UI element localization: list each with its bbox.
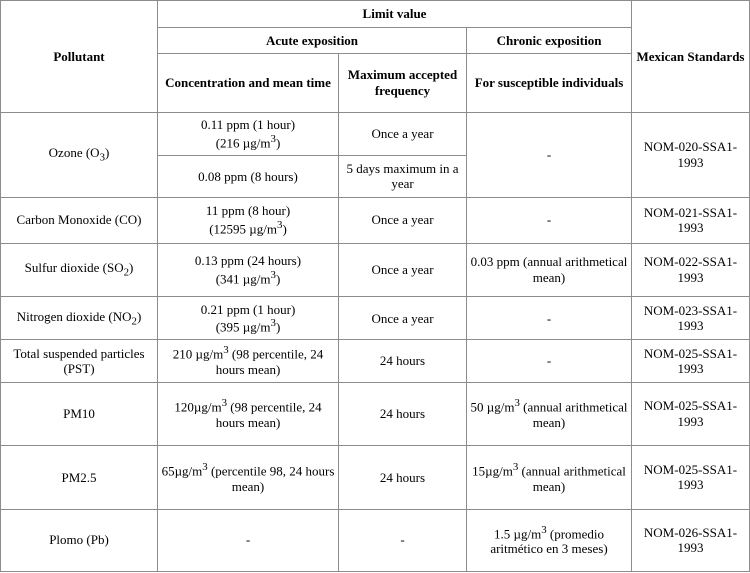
chronic-cell: 1.5 $\mu g/m^3$ (promedio aritmético en 3 meses) xyxy=(467,509,632,571)
standard-cell: NOM-025-SSA1-1993 xyxy=(632,340,750,382)
chronic-cell: $15\mu g/m^3$ (annual arithmetical mean) xyxy=(467,446,632,509)
standard-cell: NOM-023-SSA1-1993 xyxy=(632,297,750,340)
pollutant-name: Plomo (Pb) xyxy=(1,509,158,571)
pollutant-name: Carbon Monoxide (CO) xyxy=(1,197,158,243)
pollutant-name: Total suspended particles (PST) xyxy=(1,340,158,382)
table-row xyxy=(1,113,750,156)
concentration-cell xyxy=(158,113,339,156)
concentration-value: 0.08 ppm (8 hours) xyxy=(198,168,298,184)
pollutant-name: PM10 xyxy=(1,382,158,445)
concentration-cell xyxy=(158,197,339,243)
frequency-cell: Once a year xyxy=(339,113,467,156)
frequency-cell: Once a year xyxy=(339,197,467,243)
chronic-cell: - xyxy=(467,297,632,340)
pollutant-name: Ozone $(O_3)$ xyxy=(48,144,110,164)
table-row xyxy=(1,382,750,445)
table-row xyxy=(1,297,750,340)
concentration-value: 0.11 ppm (1 hour) xyxy=(200,117,296,133)
concentration-value: 0.13 ppm (24 hours) xyxy=(194,253,302,269)
chronic-cell: 0.03 ppm (annual arithmetical mean) xyxy=(467,243,632,296)
concentration-cell xyxy=(158,243,339,296)
standard-cell: NOM-020-SSA1-1993 xyxy=(632,113,750,198)
table-row xyxy=(1,509,750,571)
table-row xyxy=(1,446,750,509)
header-susceptible: For susceptible individuals xyxy=(467,54,632,113)
pollutant-name: Nitrogen dioxide $(NO_2)$ xyxy=(1,297,158,340)
pollutant-name: PM2.5 xyxy=(1,446,158,509)
concentration-cell: 210 $\mu g/m^3$ (98 percentile, 24 hours mean) xyxy=(158,340,339,382)
header-limit-value: Limit value xyxy=(158,1,632,28)
chronic-cell: 50 $\mu g/m^3$ (annual arithmetical mean) xyxy=(467,382,632,445)
table-row xyxy=(1,243,750,296)
standard-cell: NOM-025-SSA1-1993 xyxy=(632,382,750,445)
frequency-cell: Once a year xyxy=(339,243,467,296)
chronic-cell: - xyxy=(467,340,632,382)
concentration-cell xyxy=(158,156,339,197)
frequency-cell: - xyxy=(339,509,467,571)
concentration-mass: (12595 $\mu g/m^3$) xyxy=(209,219,287,237)
concentration-cell: $120\mu g/m^3$ (98 percentile, 24 hours mean) xyxy=(158,382,339,445)
header-chronic-exposition: Chronic exposition xyxy=(467,28,632,54)
frequency-cell: 24 hours xyxy=(339,446,467,509)
concentration-cell xyxy=(158,297,339,340)
header-acute-exposition: Acute exposition xyxy=(158,28,467,54)
chronic-cell: - xyxy=(467,197,632,243)
pollutant-name: Sulfur dioxide $(SO_2)$ xyxy=(1,243,158,296)
standard-cell: NOM-026-SSA1-1993 xyxy=(632,509,750,571)
table-row xyxy=(1,340,750,382)
standard-cell: NOM-021-SSA1-1993 xyxy=(632,197,750,243)
pollutant-cell xyxy=(1,113,158,198)
frequency-cell: 24 hours xyxy=(339,382,467,445)
header-frequency: Maximum accepted frequency xyxy=(339,54,467,113)
header-concentration: Concentration and mean time xyxy=(158,54,339,113)
frequency-cell: 24 hours xyxy=(339,340,467,382)
header-mexican-standards: Mexican Standards xyxy=(632,1,750,113)
concentration-cell: - xyxy=(158,509,339,571)
standard-cell: NOM-022-SSA1-1993 xyxy=(632,243,750,296)
concentration-mass: (341 $\mu g/m^3$) xyxy=(215,268,281,287)
concentration-mass: (395 $\mu g/m^3$) xyxy=(215,317,281,335)
concentration-value: 0.21 ppm (1 hour) xyxy=(200,301,296,317)
frequency-cell: Once a year xyxy=(339,297,467,340)
table-row xyxy=(1,197,750,243)
concentration-value: 11 ppm (8 hour) xyxy=(205,203,291,219)
frequency-cell: 5 days maximum in a year xyxy=(339,156,467,197)
concentration-cell: $65\mu g/m^3$ (percentile 98, 24 hours mean) xyxy=(158,446,339,509)
standard-cell: NOM-025-SSA1-1993 xyxy=(632,446,750,509)
concentration-mass: (216 $\mu g/m^3$) xyxy=(215,132,281,151)
chronic-cell: - xyxy=(467,113,632,198)
header-pollutant: Pollutant xyxy=(1,1,158,113)
